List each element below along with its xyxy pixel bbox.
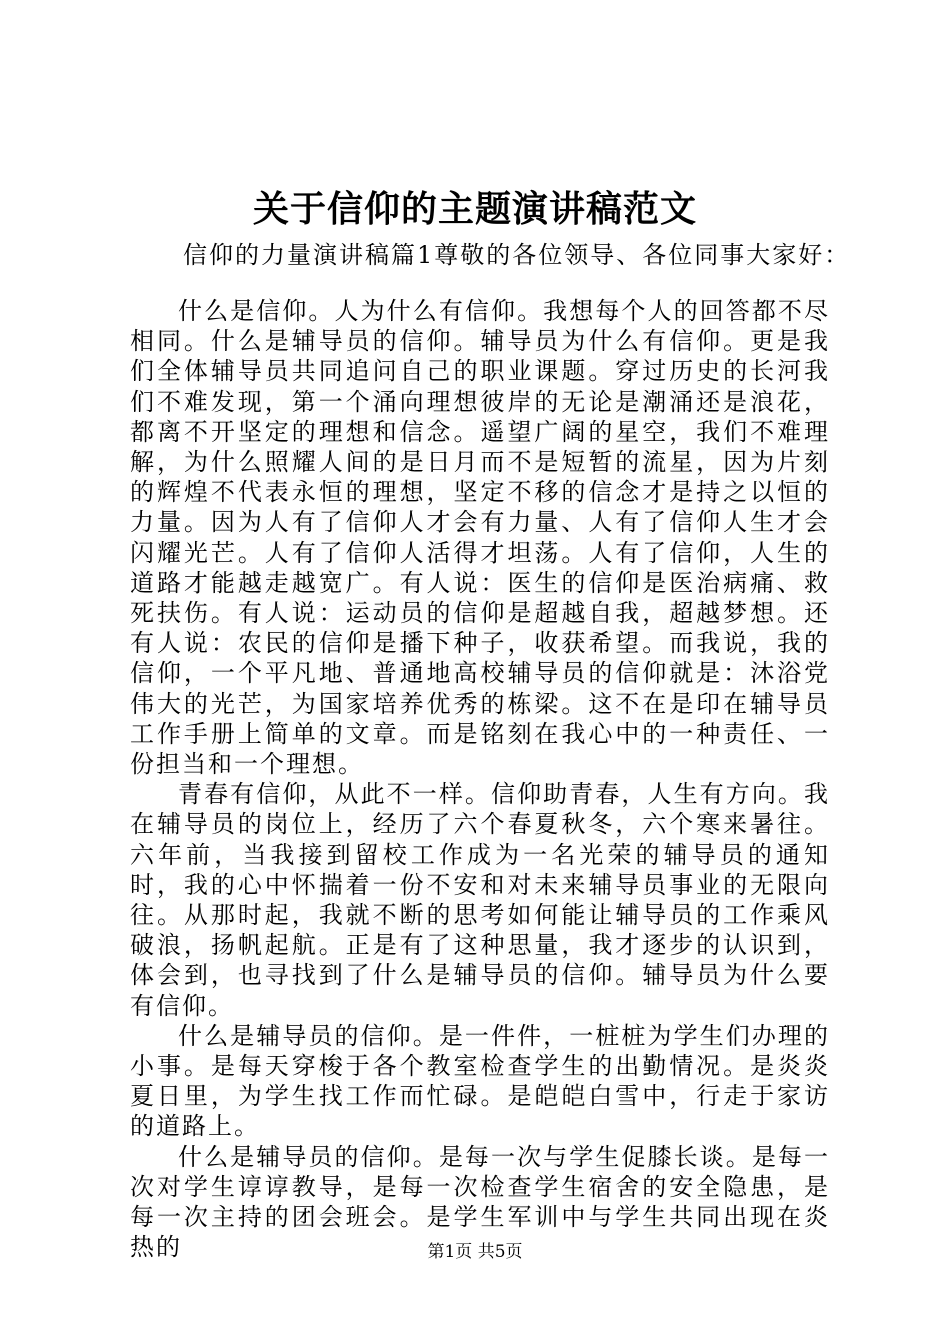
paragraph: 青春有信仰，从此不一样。信仰助青春，人生有方向。我在辅导员的岗位上，经历了六个春夏秋冬，六个寒来暑往。六年前，当我接到留校工作成为一名光荣的辅导员的通知时，我的心中怀揣着一份不安和对未来辅导员事业的无限向往。从那时起，我就不断的思考如何能让辅导员的工作乘风破浪，扬帆起航。正是有了这种思量，我才逐步的认识到，体会到，也寻找到了什么是辅导员的信仰。辅导员为什么要有信仰。 bbox=[130, 780, 830, 1020]
document-subtitle: 信仰的力量演讲稿篇1尊敬的各位领导、各位同事大家好： bbox=[183, 241, 851, 269]
document-title: 关于信仰的主题演讲稿范文 bbox=[252, 188, 697, 230]
paragraph: 什么是辅导员的信仰。是一件件，一桩桩为学生们办理的小事。是每天穿梭于各个教室检查学生的出勤情况。是炎炎夏日里，为学生找工作而忙碌。是皑皑白雪中，行走于家访的道路上。 bbox=[130, 1021, 830, 1141]
paragraph: 什么是信仰。人为什么有信仰。我想每个人的回答都不尽相同。什么是辅导员的信仰。辅导员为什么有信仰。更是我们全体辅导员共同追问自己的职业课题。穿过历史的长河我们不难发现，第一个涌向理想彼岸的无论是潮涌还是浪花，都离不开坚定的理想和信念。遥望广阔的星空，我们不难理解，为什么照耀人间的是日月而不是短暂的流星，因为片刻的辉煌不代表永恒的理想，坚定不移的信念才是持之以恒的力量。因为人有了信仰人才会有力量、人有了信仰人生才会闪耀光芒。人有了信仰人活得才坦荡。人有了信仰，人生的道路才能越走越宽广。有人说：医生的信仰是医治病痛、救死扶伤。有人说：运动员的信仰是超越自我，超越梦想。还有人说：农民的信仰是播下种子，收获希望。而我说，我的信仰，一个平凡地、普通地高校辅导员的信仰就是：沐浴党伟大的光芒，为国家培养优秀的栋梁。这不在是印在辅导员工作手册上简单的文章。而是铭刻在我心中的一种责任、一份担当和一个理想。 bbox=[130, 297, 830, 779]
paragraph: 什么是辅导员的信仰。是每一次与学生促膝长谈。是每一次对学生谆谆教导，是每一次检查学生宿舍的安全隐患，是每一次主持的团会班会。是学生军训中与学生共同出现在炎热的 bbox=[130, 1142, 830, 1262]
document-body bbox=[130, 296, 830, 1263]
page-footer: 第1页 共5页 bbox=[427, 1242, 523, 1262]
